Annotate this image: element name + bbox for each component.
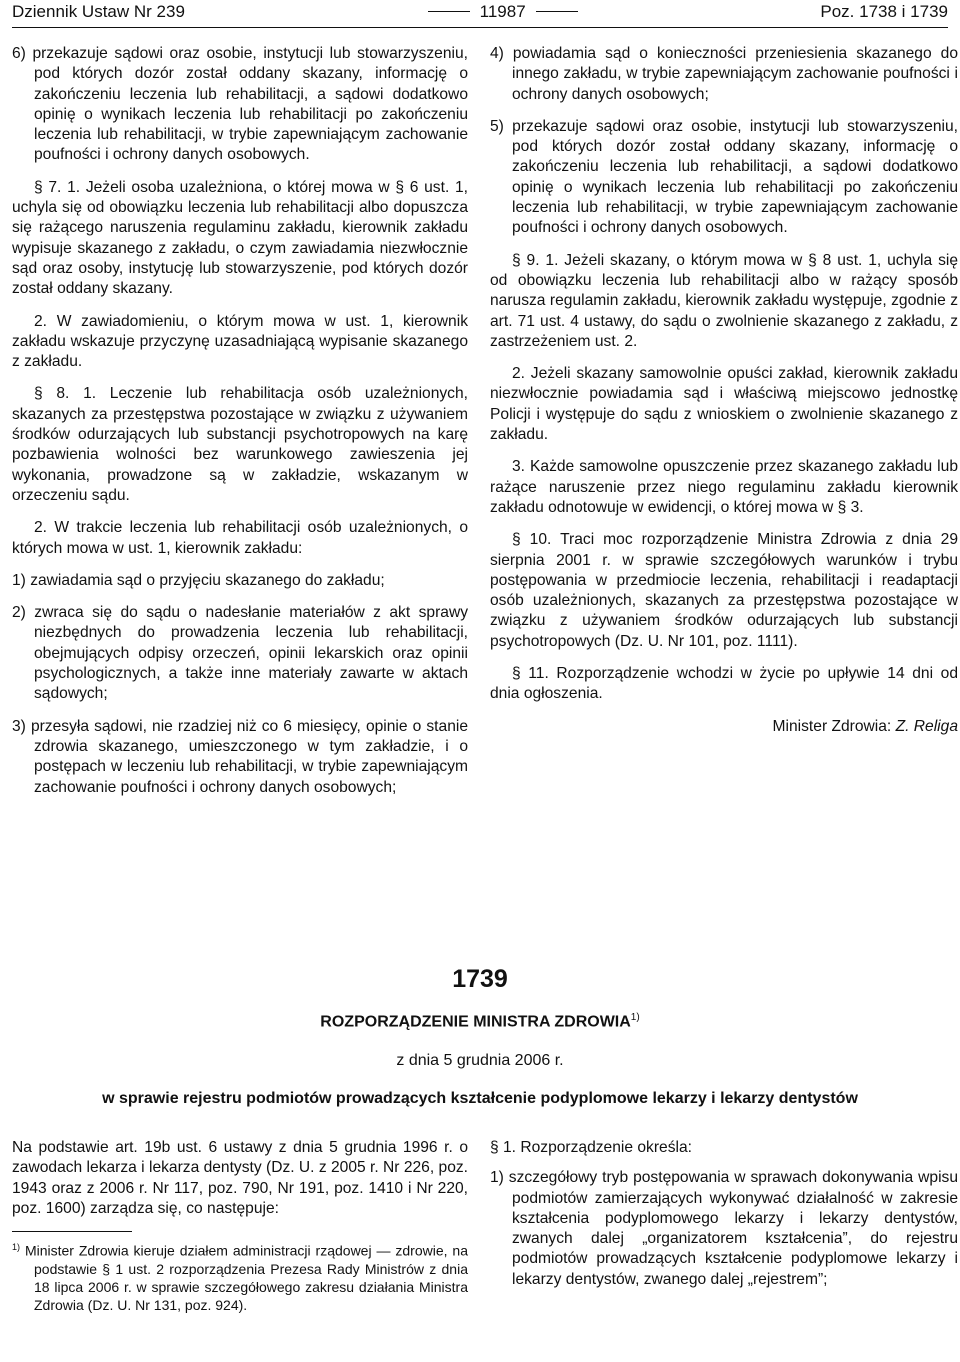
signature [490,717,958,737]
footnote-text: Minister Zdrowia kieruje działem administracji rządowej — zdrowie, na podstawie § 1 ust. 2 rozporządzenia Prezesa Rady Ministrów z dnia 18 lipca 2006 r. w sprawie szczegółowego zakresu działania Ministra Zdrowia (Dz. U. Nr 131, poz. 924). [24,1242,469,1313]
list-item-4: 4) powiadamia sąd o konieczności przeniesienia skazanego do innego zakładu, w trybie zapewniającym zachowanie poufności i ochrony danych osobowych; [490,45,958,103]
dash-left [428,11,470,12]
list-item-2: 2) zwraca się do sądu o nadesłanie materiałów z akt sprawy niezbędnych do prowadzenia leczenia lub rehabilitacji, obejmujących odpisy orzeczeń, opinii lekarskich oraz opinii psychologicznych, a także inne materiały zawarte w aktach sądowych; [12,604,468,703]
paragraph-8-2: 2. W trakcie leczenia lub rehabilitacji osób uzależnionych, o których mowa w ust. 1, kierownik zakładu: [12,519,468,557]
paragraph-7-1: § 7. 1. Jeżeli osoba uzależniona, o której mowa w § 6 ust. 1, uchyla się od obowiązku leczenia lub rehabilitacji albo dopuszcza się rażącego naruszenia regulaminu zakładu, kierownik zakładu wypisuje skazanego z zakładu, o czym zawiadamia niezwłocznie sąd oraz osoby, instytucję lub stowarzyszenie, pod których dozór został oddany skazany. [12,178,468,298]
journal-title: Dziennik Ustaw Nr 239 [12,1,185,21]
signature-prefix: Minister Zdrowia: [772,717,896,735]
act-title [12,1008,948,1033]
lower-right-column [490,1138,958,1300]
act-title-text: ROZPORZĄDZENIE MINISTRA ZDROWIA [320,1013,631,1031]
paragraph-9-1: § 9. 1. Jeżeli skazany, o którym mowa w § 8 ust. 1, uchyla się od obowiązku leczenia lub rehabilitacji albo w rażący sposób narusza regulamin zakładu, kierownik zakładu występuje, zgodnie z art. 71 ust. 4 ustawy, do sądu o zwolnienie skazanego z zakładu, z zastrzeżeniem ust. 2. [490,251,958,350]
act-title-footnote-mark: 1) [630,1012,640,1023]
footnote-mark: 1) [12,1242,21,1253]
right-column [490,44,958,749]
preamble: Na podstawie art. 19b ust. 6 ustawy z dnia 5 grudnia 1996 r. o zawodach lekarza i lekarza dentysty (Dz. U. z 2005 r. Nr 226, poz. 1943 oraz z 2006 r. Nr 117, poz. 790, Nr 191, poz. 1410 i Nr 220, poz. 1600) zarządza się, co następuje: [12,1139,468,1217]
paragraph-10: § 10. Traci moc rozporządzenie Ministra Zdrowia z dnia 29 sierpnia 2001 r. w sprawie szczegółowych warunków i trybu postępowania w przedmiocie leczenia, rehabilitacji i readaptacji osób uzależnionych, skazanych za przestępstwa pozostające w związku z używaniem środków odurzających lub substancji psychotropowych (Dz. U. Nr 101, poz. 1111). [490,531,958,650]
item-6: 6) przekazuje sądowi oraz osobie, instytucji lub stowarzyszeniu, pod których dozór został oddany skazany, informację o zakończeniu leczenia lub rehabilitacji, a sądowi dodatkowo opinię o wynikach leczenia lub rehabilitacji po zakończeniu leczenia lub rehabilitacji, w trybie zapewniającym zachowanie poufności i ochrony danych osobowych. [12,45,468,164]
paragraph-9-2: 2. Jeżeli skazany samowolnie opuści zakład, kierownik zakładu niezwłocznie powiadamia sąd i właściwą miejscowo jednostkę Policji i występuje do sądu z wnioskiem o zwolnienie skazanego z zakładu. [490,365,958,444]
header-rule [12,27,948,28]
act-subject: w sprawie rejestru podmiotów prowadzących kształcenie podyplomowe lekarzy i lekarzy dentystów [102,1089,858,1107]
list-item-1: 1) zawiadamia sąd o przyjęciu skazanego do zakładu; [12,571,385,589]
paragraph-11: § 11. Rozporządzenie wchodzi w życie po upływie 14 dni od dnia ogłoszenia. [490,665,958,703]
paragraph-9-3: 3. Każde samowolne opuszczenie przez skazanego zakładu lub rażące naruszenie przez niego regulaminu zakładu kierownik zakładu odnotowuje w ewidencji, o której mowa w § 3. [490,458,958,516]
page-number-text: 11987 [479,1,526,21]
act-heading [12,964,948,1109]
act-number: 1739 [452,965,508,993]
section-1: § 1. Rozporządzenie określa: [490,1139,692,1156]
section-1-item-1: 1) szczegółowy tryb postępowania w sprawach dokonywania wpisu podmiotów zamierzających wykonywać działalność w zakresie kształcenia podyplomowego lekarzy i lekarzy dentystów, zwanych dalej „organizatorem kształcenia”, do rejestru podmiotów prowadzących kształcenie podyplomowe lekarzy i lekarzy dentystów, zwanego dalej „rejestrem”; [490,1169,958,1288]
list-item-5: 5) przekazuje sądowi oraz osobie, instytucji lub stowarzyszeniu, pod których dozór został oddany skazany, informację o zakończeniu leczenia lub rehabilitacji, a sądowi dodatkowo opinię o wynikach leczenia lub rehabilitacji po zakończeniu leczenia lub rehabilitacji, w trybie zapewniającym zachowanie poufności i ochrony danych osobowych. [490,117,958,237]
list-item-3: 3) przesyła sądowi, nie rzadziej niż co 6 miesięcy, opinie o stanie zdrowia skazanego, umieszczonego w tym zakładzie, i o postępach w leczeniu lub rehabilitacji, w trybie zapewniającym zachowanie poufności i ochrony danych osobowych; [12,717,468,796]
footnote [12,1238,468,1314]
signature-name: Z. Religa [895,717,958,735]
dash-right [536,11,578,12]
footnote-rule [12,1231,132,1232]
act-date: z dnia 5 grudnia 2006 r. [396,1051,564,1069]
paragraph-8-1: § 8. 1. Leczenie lub rehabilitacja osób uzależnionych, skazanych za przestępstwa pozostające w związku z używaniem środków odurzających lub substancji psychotropowych na karę pozbawienia wolności bez warunkowego zawieszenia jej wykonania, prowadzone są w zakładzie, wskazanym w orzeczeniu sądu. [12,385,468,504]
lower-left-column [12,1138,468,1314]
page-header [12,0,948,24]
paragraph-7-2: 2. W zawiadomieniu, o którym mowa w ust. 1, kierownik zakładu wskazuje przyczynę uzasadniającą wypisanie skazanego z zakładu. [12,312,468,371]
page-number [428,2,578,22]
left-column [12,44,468,810]
position-reference: Poz. 1738 i 1739 [820,1,948,21]
